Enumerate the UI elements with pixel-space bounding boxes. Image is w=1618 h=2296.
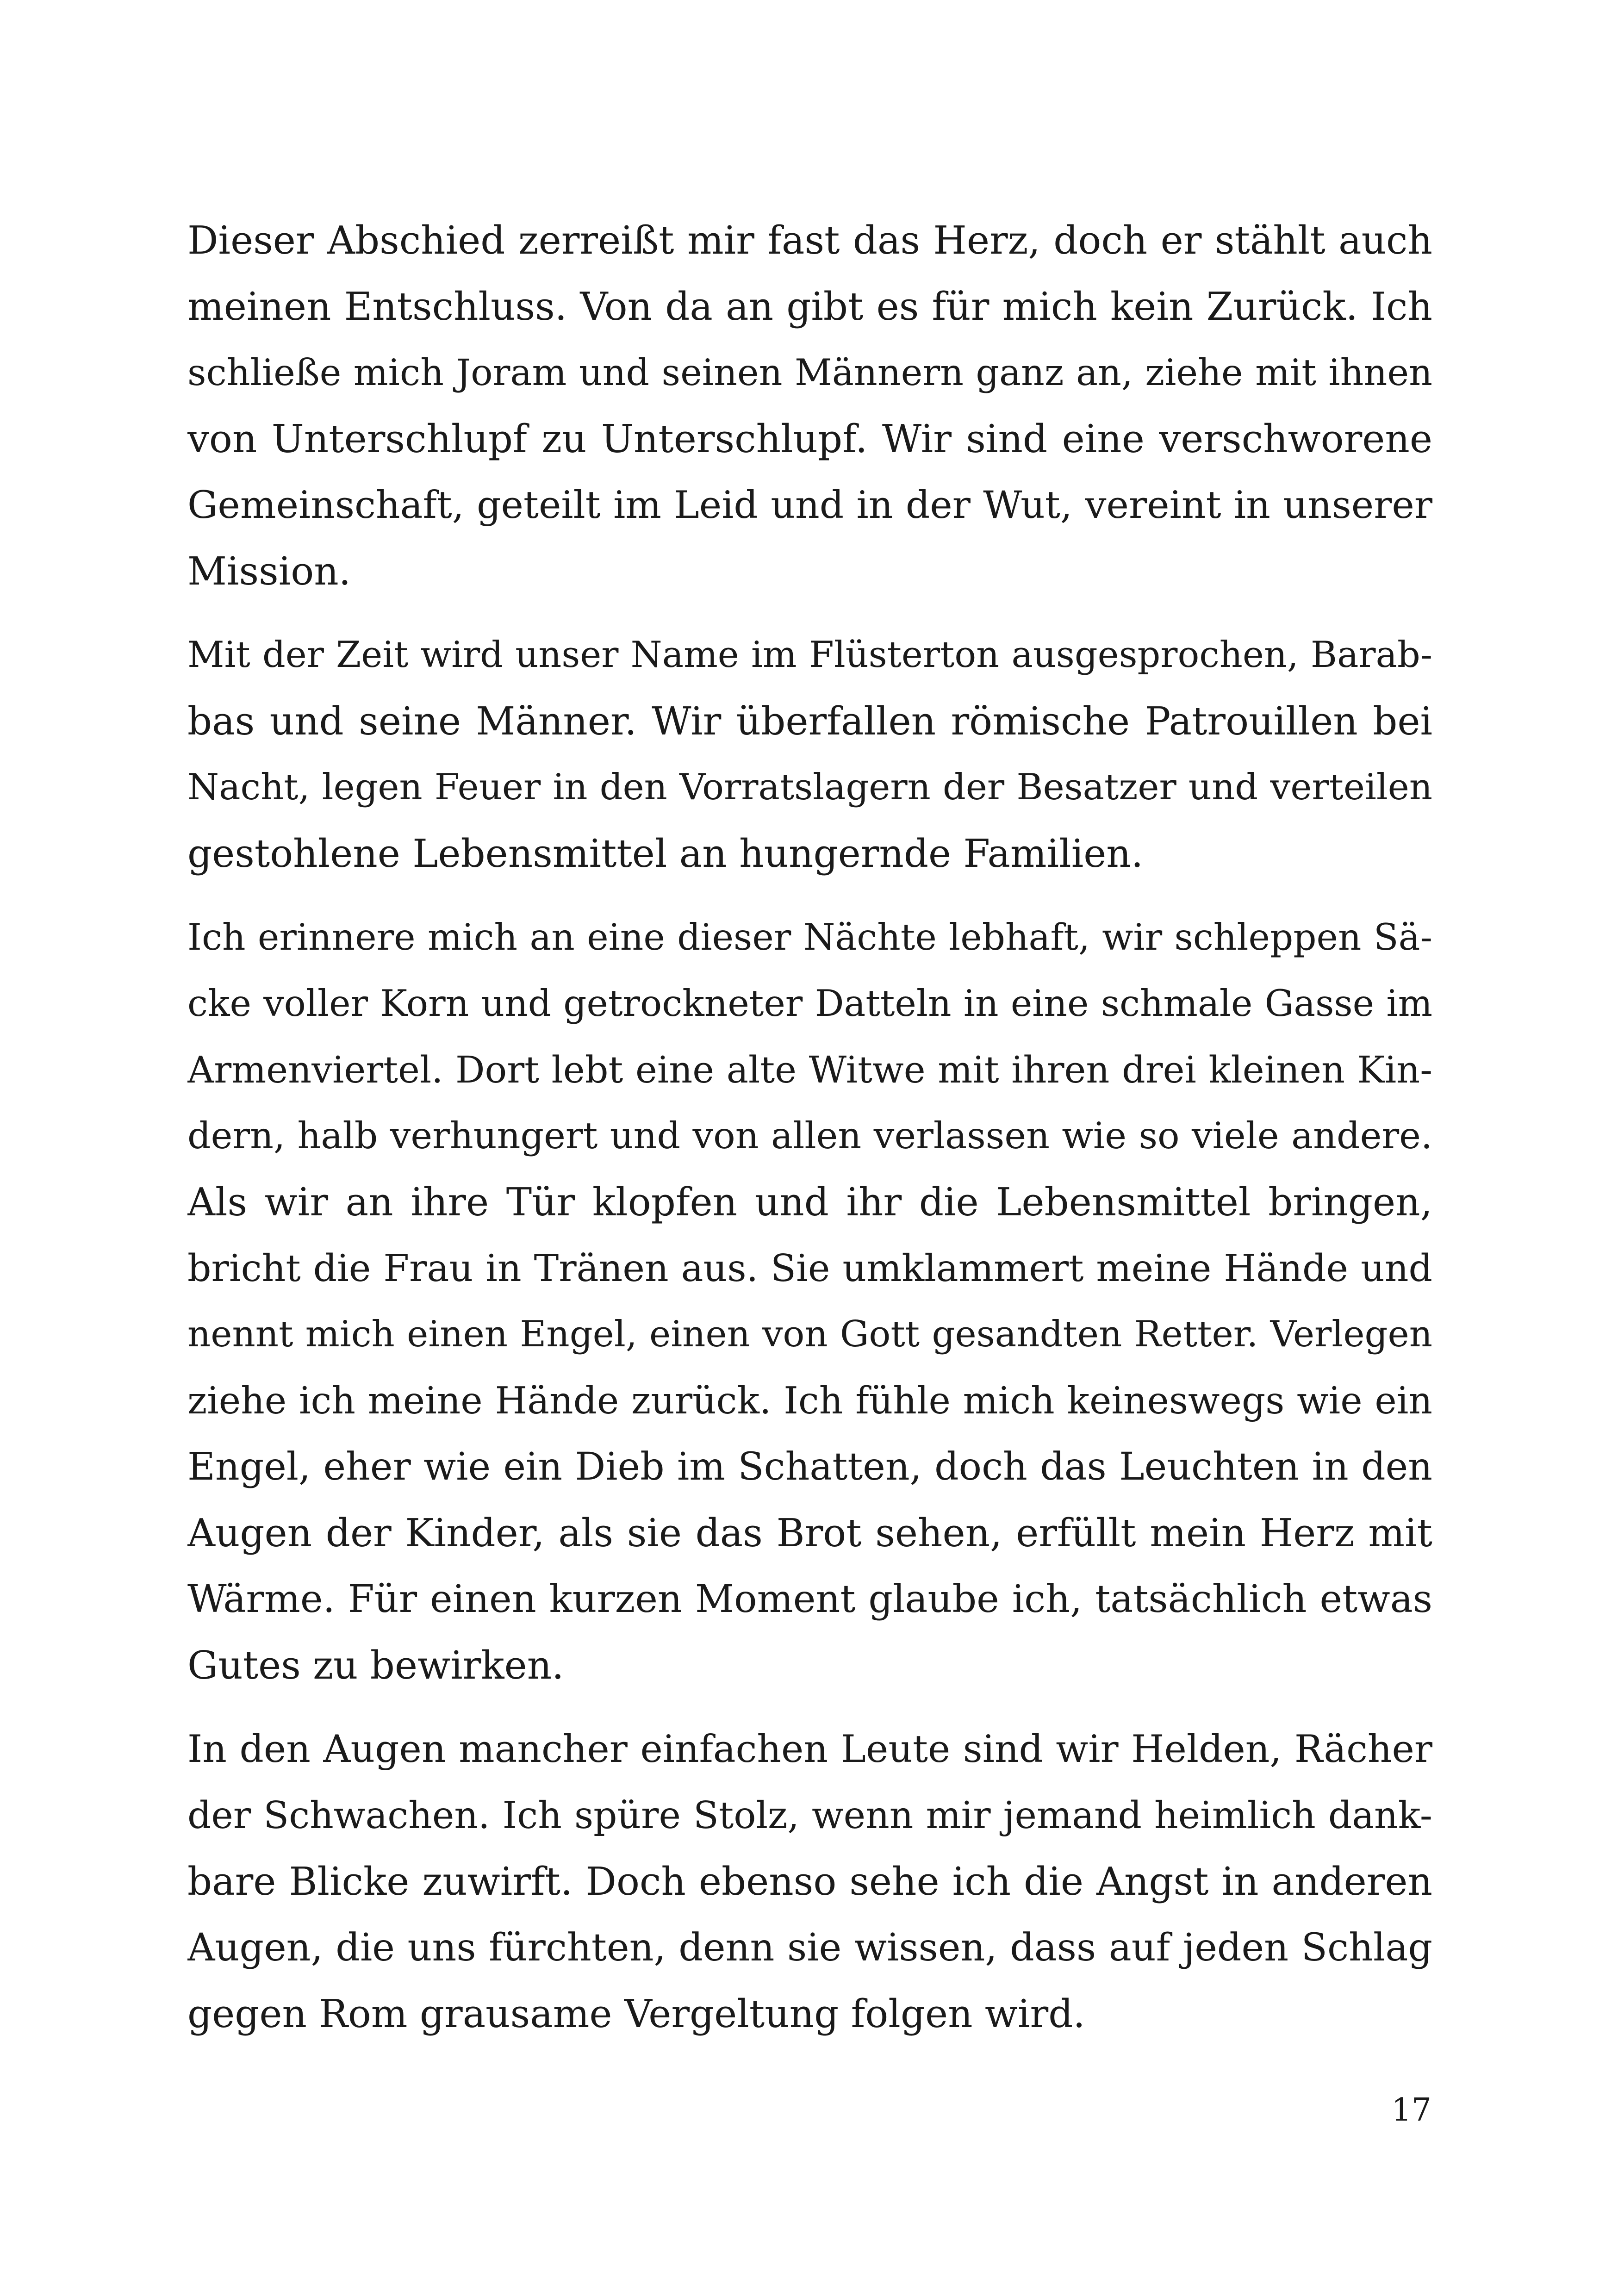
- text-line: meinen Entschluss. Von da an gibt es für mich kein Zurück. Ich: [187, 284, 1432, 329]
- text-line: nennt mich einen Engel, einen von Gott gesandten Retter. Verlegen: [187, 1313, 1432, 1355]
- text-line: Mission.: [187, 549, 351, 594]
- paragraph-spacer: [187, 887, 1432, 904]
- text-line: gestohlene Lebensmittel an hungernde Familien.: [187, 831, 1144, 876]
- paragraph-3: [187, 904, 1432, 1699]
- page-number: 17: [1391, 2092, 1431, 2128]
- text-line: gegen Rom grausame Vergeltung folgen wird.: [187, 1991, 1085, 2036]
- text-line: Mit der Zeit wird unser Name im Flüsterton ausgesprochen, Barab-: [187, 634, 1432, 676]
- body-text: [187, 207, 1432, 2047]
- text-line: schließe mich Joram und seinen Männern ganz an, ziehe mit ihnen: [187, 351, 1432, 394]
- text-line: Als wir an ihre Tür klopfen und ihr die Lebensmittel bringen,: [187, 1180, 1432, 1225]
- text-line: Ich erinnere mich an eine dieser Nächte lebhaft, wir schleppen Sä-: [187, 916, 1432, 958]
- text-line: cke voller Korn und getrockneter Datteln in eine schmale Gasse im: [187, 982, 1432, 1025]
- text-line: Augen der Kinder, als sie das Brot sehen, erfüllt mein Herz mit: [187, 1511, 1432, 1556]
- text-line: Armenviertel. Dort lebt eine alte Witwe mit ihren drei kleinen Kin-: [187, 1048, 1432, 1091]
- paragraph-4: [187, 1716, 1432, 2047]
- text-line: Wärme. Für einen kurzen Moment glaube ich, tatsächlich etwas: [187, 1577, 1432, 1621]
- paragraph-spacer: [187, 1699, 1432, 1716]
- text-line: dern, halb verhungert und von allen verlassen wie so viele andere.: [187, 1114, 1432, 1157]
- text-line: bare Blicke zuwirft. Doch ebenso sehe ich die Angst in anderen: [187, 1859, 1432, 1904]
- text-line: ziehe ich meine Hände zurück. Ich fühle mich keineswegs wie ein: [187, 1379, 1432, 1422]
- text-line: bricht die Frau in Tränen aus. Sie umklammert meine Hände und: [187, 1246, 1432, 1290]
- text-line: von Unterschlupf zu Unterschlupf. Wir sind eine verschworene: [187, 417, 1432, 461]
- text-line: Augen, die uns fürchten, denn sie wissen, dass auf jeden Schlag: [187, 1926, 1432, 1970]
- text-line: Nacht, legen Feuer in den Vorratslagern der Besatzer und verteilen: [187, 766, 1432, 808]
- text-line: Gutes zu bewirken.: [187, 1643, 564, 1688]
- paragraph-2: [187, 622, 1432, 887]
- text-line: der Schwachen. Ich spüre Stolz, wenn mir jemand heimlich dank-: [187, 1794, 1432, 1837]
- paragraph-1: [187, 207, 1432, 604]
- text-line: In den Augen mancher einfachen Leute sind wir Helden, Rächer: [187, 1727, 1432, 1771]
- text-line: Engel, eher wie ein Dieb im Schatten, doch das Leuchten in den: [187, 1445, 1432, 1489]
- text-line: Dieser Abschied zerreißt mir fast das Herz, doch er stählt auch: [187, 218, 1432, 263]
- text-line: bas und seine Männer. Wir überfallen römische Patrouillen bei: [187, 699, 1432, 744]
- text-line: Gemeinschaft, geteilt im Leid und in der Wut, vereint in unserer: [187, 483, 1432, 527]
- paragraph-spacer: [187, 604, 1432, 622]
